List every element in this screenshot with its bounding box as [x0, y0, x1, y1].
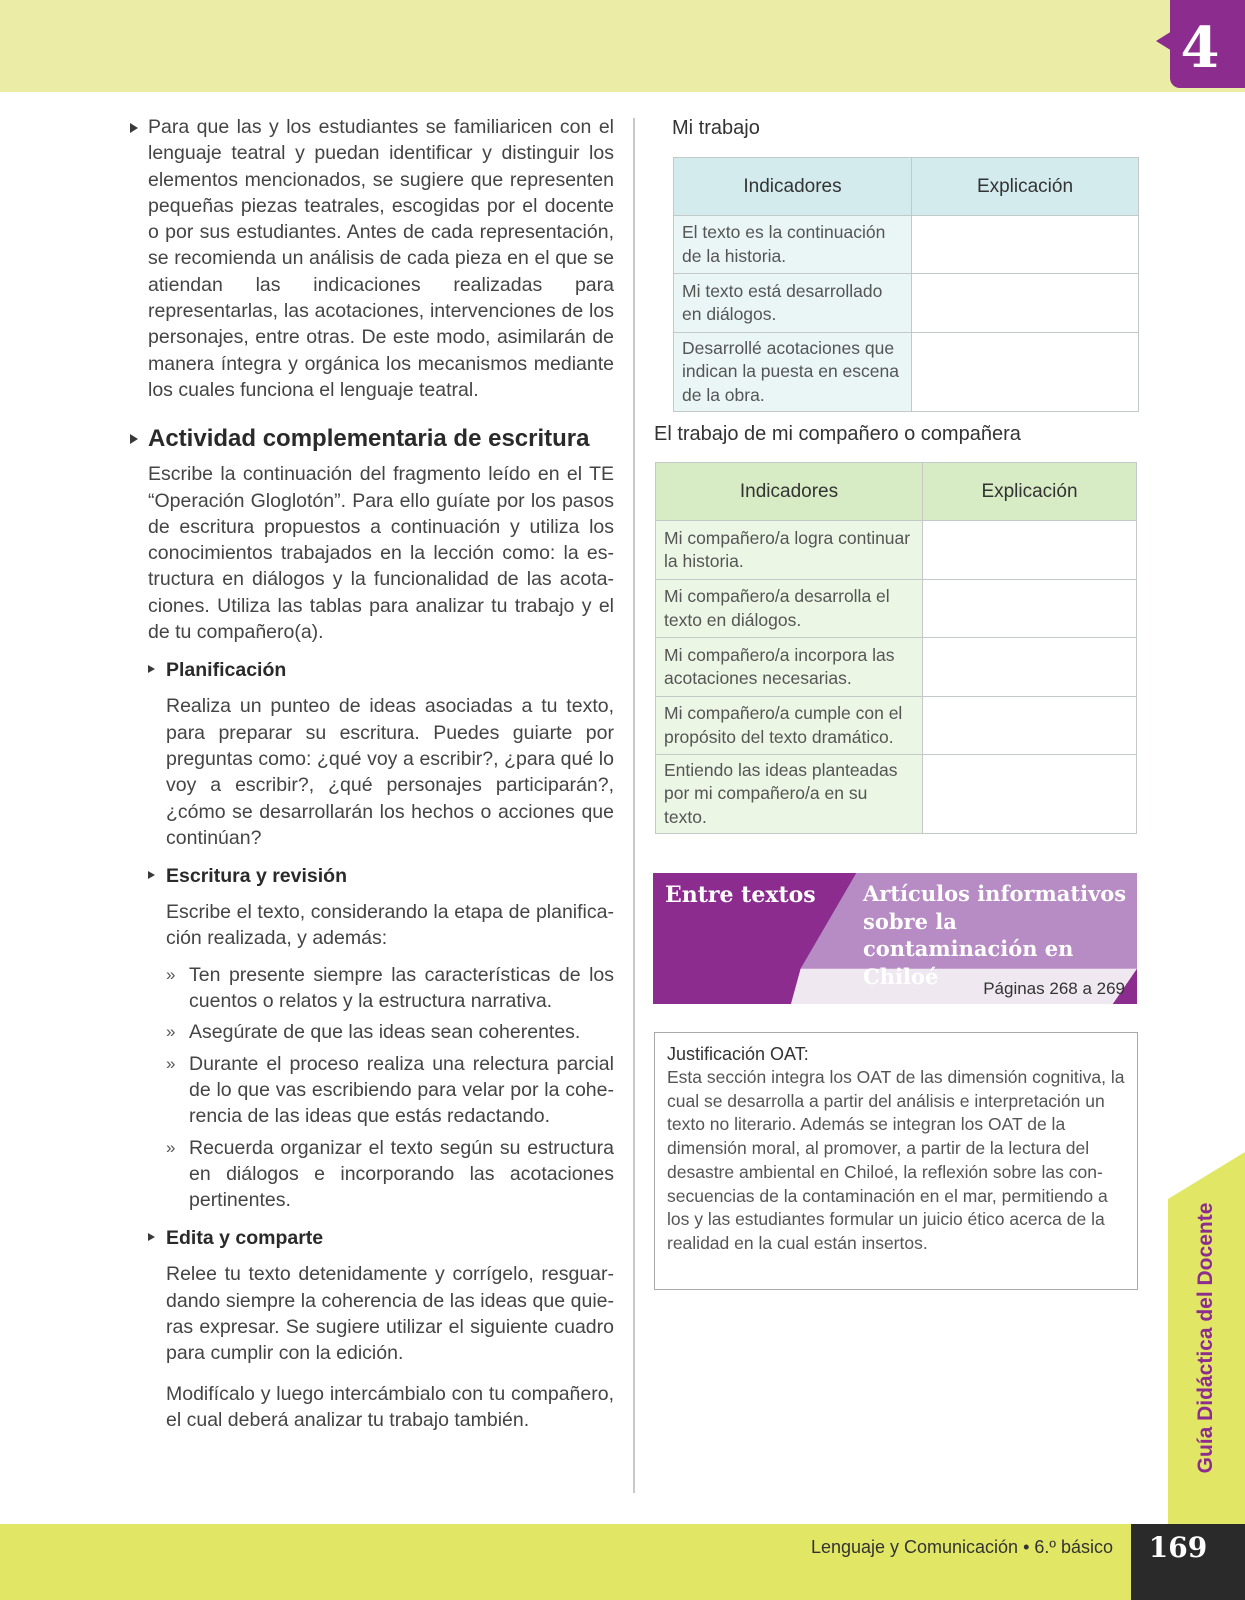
peer-work-label: El trabajo de mi compañero o compañera — [654, 423, 1021, 445]
side-label: Guía Didáctica del Docente — [1194, 1202, 1217, 1474]
chevron-bullet-icon: » — [166, 1022, 176, 1042]
table-row — [656, 580, 1137, 638]
table-row — [674, 216, 1139, 274]
explanation-cell[interactable] — [912, 333, 1139, 412]
chevron-bullet-icon: » — [166, 964, 176, 984]
indicator-cell: Mi compañero/a logra continuar la historia. — [656, 521, 923, 580]
indicator-cell: Mi compañero/a desarrolla el texto en diálogos. — [656, 580, 923, 638]
table-header-row — [656, 463, 1137, 521]
table-row — [656, 755, 1137, 834]
indicator-cell: Mi compañero/a incorpora las acotaciones necesarias. — [656, 638, 923, 697]
triangle-bullet-icon — [148, 1233, 155, 1241]
footer-subject: Lenguaje y Comunicación • 6.º básico — [810, 1537, 1113, 1557]
chevron-bullet-icon: » — [166, 1053, 176, 1073]
table-row — [656, 697, 1137, 755]
planning-body: Realiza un punteo de ideas asociadas a tu texto, para preparar su escritura. Puedes guiarte por preguntas como: ¿qué voy a escribir?, ¿para qué lo voy a escribir?, ¿qué personajes participarán?, ¿cómo se desarrollarán los hechos o acciones que continúan? — [166, 695, 614, 849]
writing-list — [148, 962, 614, 1214]
peer-work-table — [655, 462, 1137, 834]
indicator-cell: Desarrollé acotaciones que indican la puesta en escena de la obra. — [674, 333, 912, 412]
activity-intro: Escribe la continuación del fragmento leído en el TE “Operación Gloglotón”. Para ello guíate por los pasos de escritura propuestos a continuación y utiliza los conocimientos trabajados en la lección como: la estructura en diálogos y la funcionalidad de las acotaciones. Utiliza las tablas para analizar tu trabajo y el de tu compañero(a). — [148, 463, 614, 644]
indicator-cell: Mi texto está desarrollado en diálogos. — [674, 274, 912, 333]
triangle-bullet-icon — [148, 665, 155, 673]
list-item — [166, 962, 614, 1015]
my-work-table — [673, 157, 1139, 412]
table-header-row — [674, 158, 1139, 216]
indicator-cell: Entiendo las ideas planteadas por mi compañero/a en su texto. — [656, 755, 923, 834]
indicator-cell: El texto es la continuación de la historia. — [674, 216, 912, 274]
page-number: 169 — [1148, 1531, 1208, 1564]
explanation-cell[interactable] — [912, 274, 1139, 333]
list-item — [166, 1051, 614, 1130]
my-work-label: Mi trabajo — [672, 117, 760, 139]
column-divider — [633, 118, 635, 1493]
triangle-bullet-icon — [130, 123, 138, 133]
between-texts-title: Artículos informativos sobre la contaminación en Chiloé — [863, 881, 1127, 989]
list-item-text: Durante el proceso realiza una relectura parcial de lo que vas escribiendo para velar por la coherencia de las ideas que estás redactando. — [189, 1052, 614, 1128]
oat-title: Justificación OAT: — [667, 1044, 809, 1064]
edit-body-2: Modifícalo y luego intercámbialo con tu compañero, el cual deberá analizar tu trabajo también. — [166, 1382, 614, 1431]
table-row — [674, 333, 1139, 412]
indicators-header: Indicadores — [656, 463, 923, 521]
explanation-cell[interactable] — [923, 638, 1137, 697]
table-row — [656, 521, 1137, 580]
activity-title — [130, 423, 614, 455]
list-item — [166, 1135, 614, 1214]
between-texts-pages: Páginas 268 a 269 — [983, 979, 1125, 998]
unit-number: 4 — [1180, 15, 1220, 81]
planning-title-text: Planificación — [166, 659, 287, 682]
list-item-text: Ten presente siempre las características de los cuentos o relatos y la estructura narrativa. — [189, 963, 614, 1013]
between-texts-banner — [653, 873, 1137, 1004]
edit-title-text: Edita y comparte — [166, 1227, 324, 1250]
explanation-header: Explicación — [912, 158, 1139, 216]
list-item-text: Recuerda organizar el texto según su estructura en diálogos e incorporando las acotaciones pertinentes. — [189, 1136, 614, 1212]
intro-block — [130, 114, 614, 403]
header-band — [0, 0, 1245, 92]
edit-section — [130, 1225, 614, 1433]
oat-box — [654, 1032, 1138, 1290]
explanation-cell[interactable] — [923, 580, 1137, 638]
left-column — [130, 114, 614, 1433]
writing-title-text: Escritura y revisión — [166, 865, 348, 888]
writing-body: Escribe el texto, considerando la etapa de planificación realizada, y además: — [166, 901, 614, 950]
explanation-cell[interactable] — [923, 697, 1137, 755]
indicator-cell: Mi compañero/a cumple con el propósito del texto dramático. — [656, 697, 923, 755]
edit-title — [148, 1225, 614, 1251]
edit-body: Relee tu texto detenidamente y corrígelo, resguardando siempre la coherencia de las ideas que quieras expresar. Se sugiere utilizar el siguiente cuadro para cumplir con la edición. — [166, 1263, 614, 1365]
explanation-cell[interactable] — [923, 755, 1137, 834]
table-row — [674, 274, 1139, 333]
indicators-header: Indicadores — [674, 158, 912, 216]
explanation-cell[interactable] — [912, 216, 1139, 274]
explanation-header: Explicación — [923, 463, 1137, 521]
activity-title-text: Actividad complementaria de escritura — [148, 425, 590, 453]
triangle-bullet-icon — [130, 434, 138, 444]
writing-title — [148, 863, 614, 889]
between-texts-kicker: Entre textos — [665, 882, 816, 908]
planning-title — [148, 657, 614, 683]
explanation-cell[interactable] — [923, 521, 1137, 580]
list-item-text: Asegúrate de que las ideas sean coherentes. — [189, 1021, 581, 1044]
list-item — [166, 1019, 614, 1045]
oat-body: Esta sección integra los OAT de las dimensión cognitiva, la cual se desarrolla a partir del análisis e interpretación un texto no literario. Además se integran los OAT de la dimensión moral, al promover, a partir de la lectura del desastre ambiental en Chiloé, la reflexión sobre las consecuencias de la contaminación en el mar, permitiendo a los y las estudiantes formular un juicio ético acerca de la realidad en la cual están insertos. — [667, 1067, 1125, 1253]
triangle-bullet-icon — [148, 871, 155, 879]
planning-section — [130, 657, 614, 851]
chevron-bullet-icon: » — [166, 1137, 176, 1157]
intro-paragraph: Para que las y los estudiantes se familiaricen con el lenguaje teatral y puedan identificar y distinguir los elementos mencionados, se sugiere que representen pequeñas piezas teatrales, escogidas por el docente o por sus estudiantes. Antes de cada representación, se recomienda un análisis de cada pieza en el que se atiendan las indicaciones realizadas para representarlas, las acotaciones, intervenciones de los personajes, entre otras. De este modo, asimilarán de manera íntegra y orgánica los mecanismos mediante los cuales funciona el lenguaje teatral. — [148, 116, 614, 401]
writing-section — [130, 863, 614, 1213]
table-row — [656, 638, 1137, 697]
